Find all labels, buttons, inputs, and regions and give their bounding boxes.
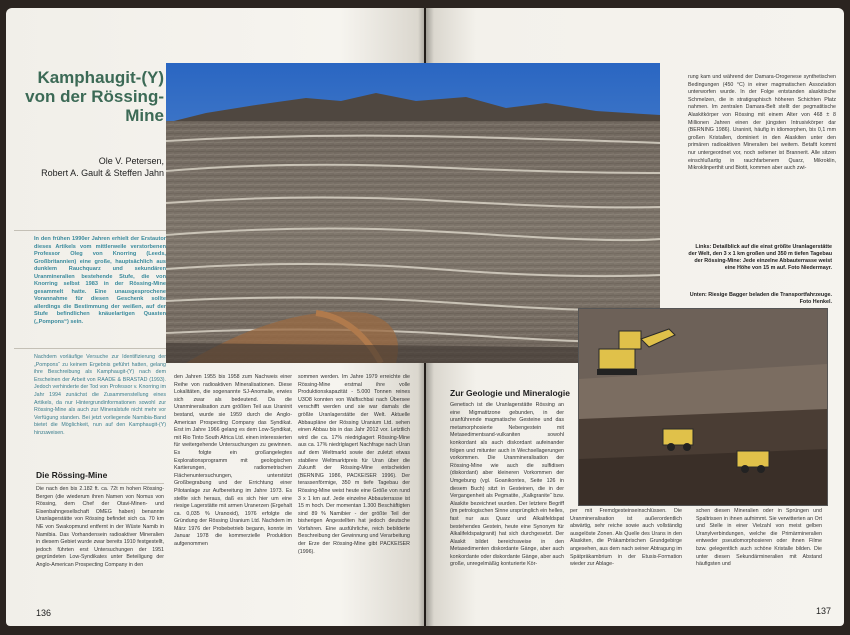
section-heading-roessing-mine: Die Rössing-Mine (36, 470, 108, 480)
section-heading-geologie: Zur Geologie und Mineralogie (450, 388, 570, 398)
article-authors (14, 155, 164, 179)
right-column-2-text: per mit Fremdgesteinseinschlüssen. Die Uranmineralisation ist außerordentlich abwärtig, sehr reiche sowie auch vollständig ausgelöste Zonen. Als Quelle des Urans in den Alaskiten, die Präkambrischen Grundgebirge angesehen, aus dem nach seiner Abtragung im Spätpräkambrium in der Etusis-Formation wieder zur Ablage- (570, 508, 682, 568)
left-column-3-text: sommen werden. Im Jahre 1979 erreichte die Rössing-Mine erstmal ihre volle Produktionskapazität - 5.000 Tonnen reines U3O8 konnten von Walfischbai nach Übersee verschifft werden und sie war damals die größte Uranlagerstätte der Welt. Aktuelle Abbaupläne der Rössing Uranium Ltd. sehen einen Abbau bis in das Jahr 2012 vor. Letztlich wird die ca. 17% niedriglagert Rössing-Mine aus ca. 17% niedriglagert Nachfrage nach Uran auf dem Weltmarkt sowie der zuletzt etwas stabilere Weltmarktpreis für Uran über die Zukunft der Rössing-Mine entscheiden (BERNING 1986, PACKEISER 1996). Der terassenförmige, 350 m tiefe Tagebau der Rössing-Mine weist heute eine Größe von rund 3 x 1 km auf. Jede einzelne Abbauterrasse ist 15 m hoch. Der momentan 1.300 Beschäftigten sind 89 % Namibier - der größte Teil der bisherigen Angestellten hat jedoch deutsche Vorfahren. Eine ausführliche, reich bebilderte Beschreibung der Gewinnung und Verarbeitung der Erze der Rössing-Mine gibt PACKEISER (1996). (298, 374, 410, 555)
right-column-1-text: Genetisch ist die Uranlagerstätte Rössing an eine Migmatitzone gebunden, in der uranführende magmatische Gesteine und das metamorphosierte Nebengestein mit Metasedimentsand-vulkaniten sowohl konkordant als auch diskordant aufeinander folgen und mitunter auch in Wechsellagerungen vorkommen. Die Uranmineralisation der Rössing-Mine wie auch die sulfidisen (diskordant) aber kleineren Vorkommen der Umgebung (vgl. Goanikontes, Seite 126 in diesem Buch) sitzt in Gesteinen, die in der Vergangenheit als Pegmatite, „Kalkgranite“ bzw. Alaskite bezeichnet wurden. Der letztere Begriff (im petrologischen Sinne ursprünglich ein helles, fast nur aus Quarz und Alkalifeldspat bestehendes Gestein, heute eine Synonym für Alkalifeldspatgranit) hat sich durchgesetzt. Der Alaskit bildet bereichsweise in den Metasedimenten diskordante Gänge, aber auch konkordante oder diskordante Gänge, aber auch große, unregelmäßig konturierte Kör- (450, 402, 564, 568)
authors-line-1: Ole V. Petersen, (98, 156, 164, 166)
article-title: Kamphaugit-(Y) von der Rössing-Mine (25, 68, 164, 125)
heading-divider (36, 483, 164, 484)
caption-quarry-photo: Links: Detailblick auf die einst größte Uranlagerstätte der Welt, den 3 x 1 km großen und 350 m tiefen Tagebau der Rössing-Mine: Jede einzelne Abbauterrasse weist eine Höhe von 15 m auf. Foto Niedermayr. (688, 244, 832, 271)
right-column-3-text: schen diesen Mineralien oder in Sprüngen und Spaltrissen in ihnen aufnimmt. Sie verwitterten an Ort und Stelle in einer Vielzahl von meist gelben Uranylverbindungen, welche die Primärmineralien entweder pseudomorphosieren oder ihnen Filme bzw. gelegentlich auch schöne Kristalle bilden. Die unter diesen Sekundärmineralien mit Abstand häufigsten und (696, 508, 822, 568)
authors-line-2: Robert A. Gault & Steffen Jahn (41, 168, 164, 178)
left-column-2-text: den Jahren 1955 bis 1958 zum Nachweis einer Reihe von radioaktiven Mineralisationen. Diese Lokalitäten, die sogenannte SJ-Anomalie, erwies sich zwar als bedeutend. Da die Uranmineralisation zum größten Teil aus Uraninit bestand, wurde sie 1959 durch die Anglo-American Prospecting Company das Syndikat. Erst im Jahre 1966 gelang es dem Low-Syndikat, mit Rio Tinto South Africa Ltd. einen interessierten für weitergehende Untersuchungen zu gewinnen. Es folgte ein großangelegtes Explorationsprogramm mit geologischen Kartierungen, radiometrischen Flächenuntersuchungen, unterstützt Großbegrabung und der Errichtung einer Pilotanlage zur Aufbereitung im Jahre 1973. Es stellte sich heraus, daß es sich hier um eine riesige Lagerstätte mit armen Uranerzen (Ergehalt ca. 0,035 % Uranoxid), 1976 erfolgte die Gründung der Rössing Uranium Ltd. Nachdem im März 1976 der Probebetrieb begann, konnte im Januar 1978 die kommerzielle Produktion aufgenommen (174, 374, 292, 548)
left-column-1-text: Nachdem vorläufige Versuche zur Identifizierung der „Pompons“ zu keinem Ergebnis geführt hatten, gelang ihre Beschreibung als Kamphaugit-(Y) nach dem Erscheinen der Arbeit von RAADE & BRASTAD (1993). Jedoch verhinderte der Tod von Professor v. Knorring im Jahr 1994 zunächst die Zusammenstellung eines Artikels, da nur Hintergrundinformationen sowohl zur Rössing-Mine als auch zur Mineralstufe nicht mehr vor Verfügung standen. Bei jetzt vorliegende Namibia-Band bietet die Möglichkeit, nun auf den Kamphaugit-(Y) hinzuweisen. (34, 354, 166, 436)
caption-excavator-photo: Unten: Riesige Bagger beladen die Transportfahrzeuge. Foto Henkel. (689, 292, 832, 305)
page-number-left: 136 (36, 608, 52, 618)
left-column-1b-text: Die nach den bis 2.182 ft. ca. 72t m hohen Rössing-Bergen (die wiederum ihren Namen von Nomus von Rössing, dem Chef der Otavi-Minen- und Eisenbahngesellschaft OMEG haben) benannte Uranlagerstätte von Rössing befindet sich ca. 70 km NE von Swakopmund entfernt in der Wüste Namib in Namibia. Das Vorhandensein radioaktiver Mineralien in diesem Gebiet wurde zwar bereits 1910 festgestellt, jedoch führten erst Untersuchungen der 1951 gegründeten Low-Syndikates unter Beteiligung der Anglo-American Prospecting Company in den (36, 486, 164, 568)
page-number-right: 137 (816, 606, 832, 616)
intro-paragraph: In den frühen 1990er Jahren erhielt der Erstautor dieses Artikels vom mittlerweile verstorbenen Professor Oleg von Knorring (Leeds, Großbritannien) eine große, hauptsächlich aus dunklem Rauchquarz und sekundären Uranmineralien bestehende Stufe, die von Knorring selbst 1983 in der Rössing-Mine gesammelt hatte. Eine unausgesprochene Vorannahme für diesen Geschenk sollte allerdings die Bestimmung der weißen, auf der Stufe befindlichen knäuelartigen Quasten („Pompons“) sein. (34, 236, 166, 325)
excavator-photo (578, 308, 828, 506)
magazine-spread (6, 8, 844, 630)
right-column-top-text: rung kam und während der Damara-Orogenese synthetischen Bedingungen (450 °C) in einer magmatischen Assoziation unterworfen wurde. In der Folge entstanden alaskitische Schmelzen, die in stratigraphisch höheren Schichten Platz nahmen. Im zentralen Damara-Belt stellt der pegmatitische Alaskitkörper von Rössing mit einem Alter von 468 ± 8 Millionen Jahren einen der jüngsten Intrusivkörper dar (BERNING 1986). Uraninit, häufig in idiomorphen, bis 0,1 mm großen Kristallen, dominiert in den Alaskiten unter den primären radioaktiven Mineralien bei weitem. Betafit kommt nur untergeordnet vor, noch seltener ist Brannerit. Alle sitzen einschlußartig in rauchfarbenem Quarz, Mikroklin, Mikroklinperthit und Biotit, kommen aber auch zwi- (688, 74, 836, 172)
intro-divider (14, 230, 166, 231)
intro-divider-bottom (14, 348, 166, 349)
